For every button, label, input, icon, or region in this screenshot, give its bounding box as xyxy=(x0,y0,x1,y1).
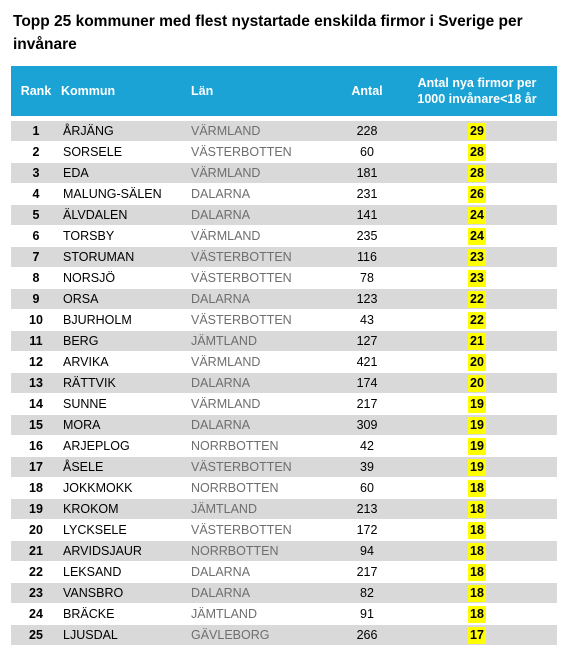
table-row xyxy=(11,247,557,268)
ranking-table-container xyxy=(11,66,557,645)
rank-cell: 11 xyxy=(11,331,61,352)
lan-cell: VÄRMLAND xyxy=(191,226,337,247)
table-row xyxy=(11,163,557,184)
table-row xyxy=(11,436,557,457)
table-row xyxy=(11,415,557,436)
per-1000-highlight: 18 xyxy=(470,502,484,516)
per-1000-cell xyxy=(397,583,557,604)
lan-cell: VÄRMLAND xyxy=(191,121,337,142)
per-1000-cell xyxy=(397,142,557,163)
rank-cell: 23 xyxy=(11,583,61,604)
kommun-cell: NORSJÖ xyxy=(61,268,191,289)
per-1000-highlight: 19 xyxy=(470,418,484,432)
per-1000-highlight: 20 xyxy=(470,376,484,390)
header-lan: Län xyxy=(191,66,337,116)
antal-cell: 123 xyxy=(337,289,397,310)
per-1000-highlight: 19 xyxy=(470,460,484,474)
per-1000-cell xyxy=(397,268,557,289)
per-1000-cell xyxy=(397,205,557,226)
antal-cell: 82 xyxy=(337,583,397,604)
kommun-cell: ÄLVDALEN xyxy=(61,205,191,226)
per-1000-cell xyxy=(397,478,557,499)
antal-cell: 116 xyxy=(337,247,397,268)
lan-cell: NORRBOTTEN xyxy=(191,436,337,457)
kommun-cell: ARVIDSJAUR xyxy=(61,541,191,562)
per-1000-cell xyxy=(397,310,557,331)
per-1000-highlight: 23 xyxy=(470,250,484,264)
rank-cell: 19 xyxy=(11,499,61,520)
rank-cell: 2 xyxy=(11,142,61,163)
rank-cell: 22 xyxy=(11,562,61,583)
rank-cell: 10 xyxy=(11,310,61,331)
per-1000-highlight: 18 xyxy=(470,586,484,600)
table-row xyxy=(11,373,557,394)
per-1000-highlight: 22 xyxy=(470,313,484,327)
per-1000-highlight: 17 xyxy=(470,628,484,642)
header-per-1000 xyxy=(397,66,557,116)
antal-cell: 60 xyxy=(337,478,397,499)
lan-cell: VÄSTERBOTTEN xyxy=(191,247,337,268)
antal-cell: 42 xyxy=(337,436,397,457)
antal-cell: 91 xyxy=(337,604,397,625)
rank-cell: 6 xyxy=(11,226,61,247)
per-1000-cell xyxy=(397,436,557,457)
per-1000-highlight: 28 xyxy=(470,166,484,180)
per-1000-cell xyxy=(397,541,557,562)
kommun-cell: JOKKMOKK xyxy=(61,478,191,499)
per-1000-highlight: 23 xyxy=(470,271,484,285)
antal-cell: 228 xyxy=(337,121,397,142)
rank-cell: 15 xyxy=(11,415,61,436)
lan-cell: VÄSTERBOTTEN xyxy=(191,457,337,478)
lan-cell: DALARNA xyxy=(191,205,337,226)
lan-cell: DALARNA xyxy=(191,415,337,436)
table-row xyxy=(11,604,557,625)
lan-cell: DALARNA xyxy=(191,583,337,604)
per-1000-highlight: 18 xyxy=(470,607,484,621)
per-1000-highlight: 18 xyxy=(470,544,484,558)
kommun-cell: BERG xyxy=(61,331,191,352)
header-kommun: Kommun xyxy=(61,66,191,116)
lan-cell: VÄRMLAND xyxy=(191,163,337,184)
table-row xyxy=(11,457,557,478)
table-row xyxy=(11,289,557,310)
per-1000-cell xyxy=(397,457,557,478)
antal-cell: 181 xyxy=(337,163,397,184)
table-row xyxy=(11,184,557,205)
table-row xyxy=(11,520,557,541)
lan-cell: VÄSTERBOTTEN xyxy=(191,142,337,163)
kommun-cell: ARVIKA xyxy=(61,352,191,373)
lan-cell: DALARNA xyxy=(191,289,337,310)
rank-cell: 12 xyxy=(11,352,61,373)
antal-cell: 43 xyxy=(337,310,397,331)
antal-cell: 421 xyxy=(337,352,397,373)
lan-cell: NORRBOTTEN xyxy=(191,478,337,499)
per-1000-highlight: 26 xyxy=(470,187,484,201)
antal-cell: 172 xyxy=(337,520,397,541)
lan-cell: VÄSTERBOTTEN xyxy=(191,520,337,541)
header-rank: Rank xyxy=(11,66,61,116)
per-1000-cell xyxy=(397,373,557,394)
per-1000-highlight: 20 xyxy=(470,355,484,369)
per-1000-cell xyxy=(397,121,557,142)
per-1000-cell xyxy=(397,499,557,520)
antal-cell: 217 xyxy=(337,562,397,583)
rank-cell: 16 xyxy=(11,436,61,457)
antal-cell: 231 xyxy=(337,184,397,205)
per-1000-highlight: 28 xyxy=(470,145,484,159)
kommun-cell: MORA xyxy=(61,415,191,436)
per-1000-cell xyxy=(397,562,557,583)
kommun-cell: ÅSELE xyxy=(61,457,191,478)
per-1000-highlight: 22 xyxy=(470,292,484,306)
per-1000-cell xyxy=(397,394,557,415)
lan-cell: VÄRMLAND xyxy=(191,352,337,373)
antal-cell: 309 xyxy=(337,415,397,436)
per-1000-cell xyxy=(397,331,557,352)
antal-cell: 235 xyxy=(337,226,397,247)
lan-cell: VÄRMLAND xyxy=(191,394,337,415)
per-1000-highlight: 18 xyxy=(470,481,484,495)
per-1000-highlight: 18 xyxy=(470,565,484,579)
rank-cell: 4 xyxy=(11,184,61,205)
header-per-1000-label: Antal nya firmor per 1000 invånare<18 år xyxy=(417,76,537,106)
kommun-cell: SUNNE xyxy=(61,394,191,415)
rank-cell: 25 xyxy=(11,625,61,646)
per-1000-highlight: 19 xyxy=(470,439,484,453)
rank-cell: 18 xyxy=(11,478,61,499)
table-row xyxy=(11,499,557,520)
kommun-cell: BRÄCKE xyxy=(61,604,191,625)
table-row xyxy=(11,352,557,373)
per-1000-highlight: 24 xyxy=(470,208,484,222)
antal-cell: 174 xyxy=(337,373,397,394)
lan-cell: VÄSTERBOTTEN xyxy=(191,310,337,331)
antal-cell: 266 xyxy=(337,625,397,646)
rank-cell: 17 xyxy=(11,457,61,478)
kommun-cell: MALUNG-SÄLEN xyxy=(61,184,191,205)
kommun-cell: LJUSDAL xyxy=(61,625,191,646)
antal-cell: 213 xyxy=(337,499,397,520)
rank-cell: 7 xyxy=(11,247,61,268)
header-antal: Antal xyxy=(337,66,397,116)
lan-cell: DALARNA xyxy=(191,373,337,394)
per-1000-highlight: 29 xyxy=(470,124,484,138)
antal-cell: 217 xyxy=(337,394,397,415)
table-row xyxy=(11,541,557,562)
kommun-cell: VANSBRO xyxy=(61,583,191,604)
table-row xyxy=(11,121,557,142)
rank-cell: 3 xyxy=(11,163,61,184)
lan-cell: JÄMTLAND xyxy=(191,499,337,520)
antal-cell: 60 xyxy=(337,142,397,163)
table-row xyxy=(11,562,557,583)
per-1000-cell xyxy=(397,247,557,268)
kommun-cell: ÅRJÄNG xyxy=(61,121,191,142)
antal-cell: 127 xyxy=(337,331,397,352)
table-row xyxy=(11,583,557,604)
kommun-cell: BJURHOLM xyxy=(61,310,191,331)
antal-cell: 141 xyxy=(337,205,397,226)
per-1000-cell xyxy=(397,415,557,436)
kommun-cell: TORSBY xyxy=(61,226,191,247)
lan-cell: DALARNA xyxy=(191,184,337,205)
per-1000-highlight: 21 xyxy=(470,334,484,348)
kommun-cell: ORSA xyxy=(61,289,191,310)
ranking-table xyxy=(11,66,557,645)
lan-cell: NORRBOTTEN xyxy=(191,541,337,562)
table-row xyxy=(11,142,557,163)
kommun-cell: EDA xyxy=(61,163,191,184)
rank-cell: 13 xyxy=(11,373,61,394)
lan-cell: VÄSTERBOTTEN xyxy=(191,268,337,289)
table-row xyxy=(11,310,557,331)
kommun-cell: ARJEPLOG xyxy=(61,436,191,457)
kommun-cell: KROKOM xyxy=(61,499,191,520)
rank-cell: 9 xyxy=(11,289,61,310)
per-1000-cell xyxy=(397,226,557,247)
table-row xyxy=(11,478,557,499)
rank-cell: 14 xyxy=(11,394,61,415)
table-row xyxy=(11,226,557,247)
per-1000-cell xyxy=(397,352,557,373)
per-1000-cell xyxy=(397,604,557,625)
rank-cell: 8 xyxy=(11,268,61,289)
table-header xyxy=(11,66,557,116)
per-1000-cell xyxy=(397,520,557,541)
lan-cell: JÄMTLAND xyxy=(191,331,337,352)
per-1000-highlight: 24 xyxy=(470,229,484,243)
per-1000-cell xyxy=(397,184,557,205)
lan-cell: GÄVLEBORG xyxy=(191,625,337,646)
page-title: Topp 25 kommuner med flest nystartade enskilda firmor i Sverige per invånare xyxy=(13,13,523,53)
rank-cell: 1 xyxy=(11,121,61,142)
antal-cell: 39 xyxy=(337,457,397,478)
lan-cell: DALARNA xyxy=(191,562,337,583)
table-body xyxy=(11,116,557,645)
kommun-cell: LEKSAND xyxy=(61,562,191,583)
per-1000-cell xyxy=(397,163,557,184)
table-row xyxy=(11,331,557,352)
table-row xyxy=(11,205,557,226)
table-row xyxy=(11,625,557,646)
antal-cell: 94 xyxy=(337,541,397,562)
per-1000-highlight: 19 xyxy=(470,397,484,411)
kommun-cell: STORUMAN xyxy=(61,247,191,268)
rank-cell: 20 xyxy=(11,520,61,541)
rank-cell: 24 xyxy=(11,604,61,625)
kommun-cell: SORSELE xyxy=(61,142,191,163)
per-1000-cell xyxy=(397,625,557,646)
rank-cell: 5 xyxy=(11,205,61,226)
table-row xyxy=(11,394,557,415)
per-1000-cell xyxy=(397,289,557,310)
per-1000-highlight: 18 xyxy=(470,523,484,537)
antal-cell: 78 xyxy=(337,268,397,289)
kommun-cell: RÄTTVIK xyxy=(61,373,191,394)
kommun-cell: LYCKSELE xyxy=(61,520,191,541)
rank-cell: 21 xyxy=(11,541,61,562)
lan-cell: JÄMTLAND xyxy=(191,604,337,625)
table-row xyxy=(11,268,557,289)
